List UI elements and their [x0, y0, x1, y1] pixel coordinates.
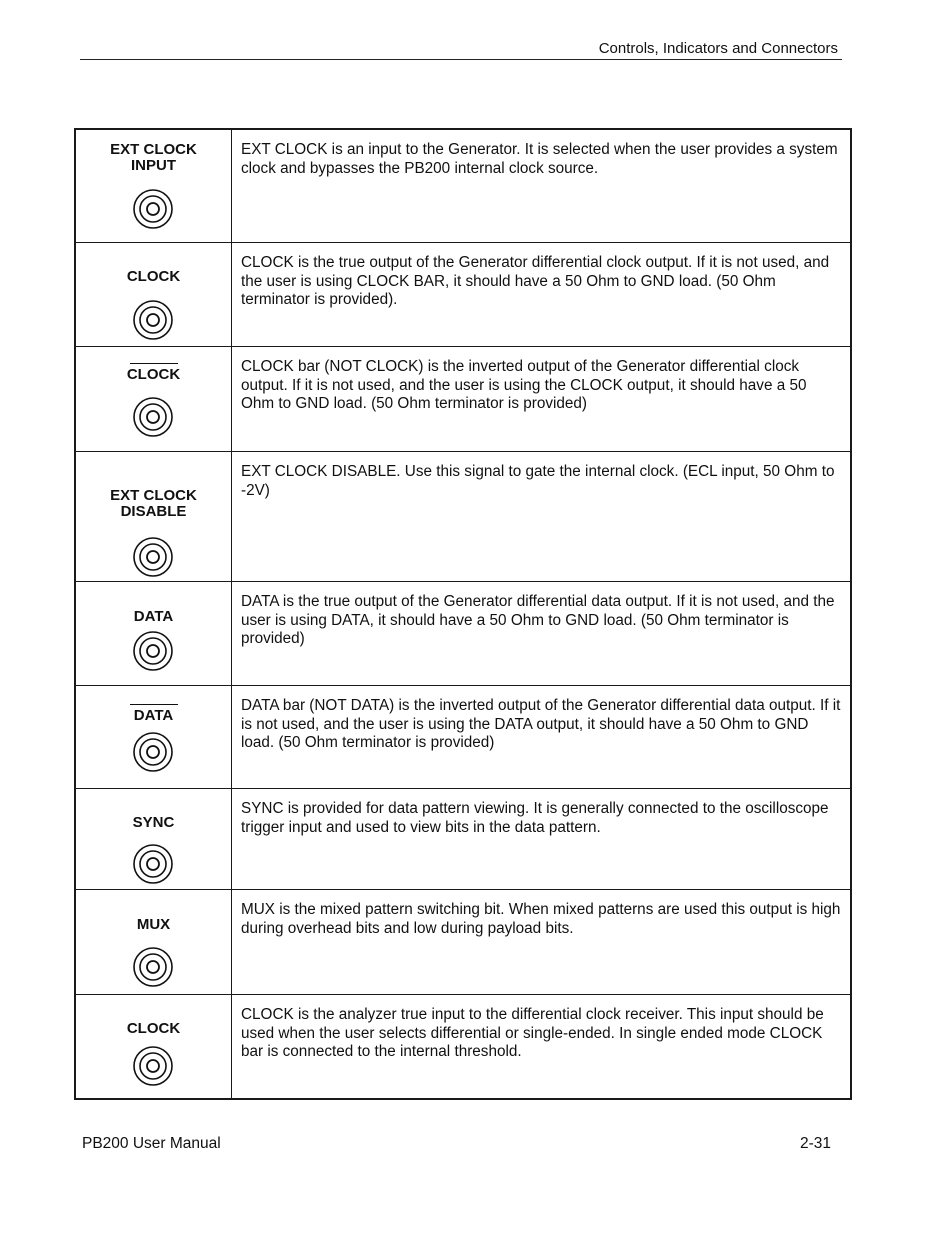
connector-description: DATA is the true output of the Generator differential data output. If it is not used, and the user is using DATA, it should have a 50 Ohm to GND load. (50 Ohm terminator is provided): [241, 593, 835, 647]
page-header: [80, 40, 842, 60]
connector-name-line: MUX: [136, 916, 171, 933]
connector-label-cell: [76, 347, 232, 451]
bnc-connector-icon: [132, 536, 174, 578]
connector-name-line: EXT CLOCK: [110, 487, 197, 504]
bnc-connector-icon: [132, 731, 174, 773]
table-row: [76, 581, 850, 685]
connector-label-cell: [76, 995, 232, 1098]
connector-table: [74, 128, 852, 1100]
connector-name: [76, 609, 231, 625]
connector-label-cell: [76, 452, 232, 581]
connector-description: EXT CLOCK DISABLE. Use this signal to gate the internal clock. (ECL input, 50 Ohm to -2V): [241, 463, 835, 499]
bnc-connector-icon: [132, 946, 174, 988]
table-row: [76, 242, 850, 346]
connector-name: [76, 269, 231, 285]
table-row: [76, 451, 850, 581]
connector-name: [76, 488, 231, 520]
page-number: 2-31: [800, 1135, 832, 1152]
connector-name: [76, 704, 231, 724]
section-title: Controls, Indicators and Connectors: [598, 40, 838, 57]
manual-name: PB200 User Manual: [82, 1135, 221, 1152]
connector-label-cell: [76, 686, 232, 788]
connector-name-line: CLOCK: [126, 268, 181, 285]
connector-name-line: CLOCK: [126, 1020, 181, 1037]
connector-name-line: DISABLE: [120, 503, 187, 520]
table-row: [76, 788, 850, 889]
connector-description: CLOCK bar (NOT CLOCK) is the inverted output of the Generator differential clock output. If it is not used, and the user is using the CLOCK output, it should have a 50 Ohm to GND load. (50 Ohm terminator is provided): [241, 358, 807, 412]
connector-description: MUX is the mixed pattern switching bit. When mixed patterns are used this output is high during overhead bits and low during payload bits.: [241, 901, 841, 937]
connector-name-line: INPUT: [131, 157, 176, 174]
bnc-connector-icon: [132, 1045, 174, 1087]
bnc-connector-icon: [132, 396, 174, 438]
connector-description: DATA bar (NOT DATA) is the inverted output of the Generator differential data output. If it is not used, and the user is using the DATA output, it should have a 50 Ohm to GND load. (50 Ohm terminator is provided): [241, 697, 841, 751]
connector-name: [76, 815, 231, 831]
table-row: [76, 130, 850, 242]
bnc-connector-icon: [132, 843, 174, 885]
connector-description: SYNC is provided for data pattern viewing. It is generally connected to the oscilloscope trigger input and used to view bits in the data pattern.: [241, 800, 829, 836]
inverted-signal-overbar: [130, 704, 178, 705]
bnc-connector-icon: [132, 299, 174, 341]
connector-description: EXT CLOCK is an input to the Generator. It is selected when the user provides a system clock and bypasses the PB200 internal clock source.: [241, 141, 838, 177]
connector-name-line: DATA: [133, 608, 174, 625]
connector-description: CLOCK is the true output of the Generator differential clock output. If it is not used, and the user is using CLOCK BAR, it should have a 50 Ohm to GND load. (50 Ohm terminator is provided).: [241, 254, 830, 308]
connector-label-cell: [76, 582, 232, 685]
inverted-signal-overbar: [130, 363, 178, 364]
bnc-connector-icon: [132, 188, 174, 230]
connector-name: [76, 142, 231, 174]
table-row: [76, 994, 850, 1098]
bnc-connector-icon: [132, 630, 174, 672]
table-row: [76, 685, 850, 788]
connector-name-line: EXT CLOCK: [110, 141, 197, 158]
table-row: [76, 346, 850, 451]
connector-name: [76, 917, 231, 933]
table-row: [76, 889, 850, 994]
connector-label-cell: [76, 890, 232, 994]
connector-label-cell: [76, 789, 232, 889]
connector-name-line: CLOCK: [126, 366, 181, 383]
connector-name-line: SYNC: [132, 814, 175, 831]
connector-name: [76, 1021, 231, 1037]
connector-name-line: DATA: [133, 707, 174, 724]
connector-description: CLOCK is the analyzer true input to the differential clock receiver. This input should be used when the user selects differential or single-ended. In single ended mode CLOCK bar is connected to the internal threshold.: [241, 1006, 824, 1060]
connector-label-cell: [76, 243, 232, 346]
connector-name: [76, 363, 231, 383]
connector-label-cell: [76, 130, 232, 242]
